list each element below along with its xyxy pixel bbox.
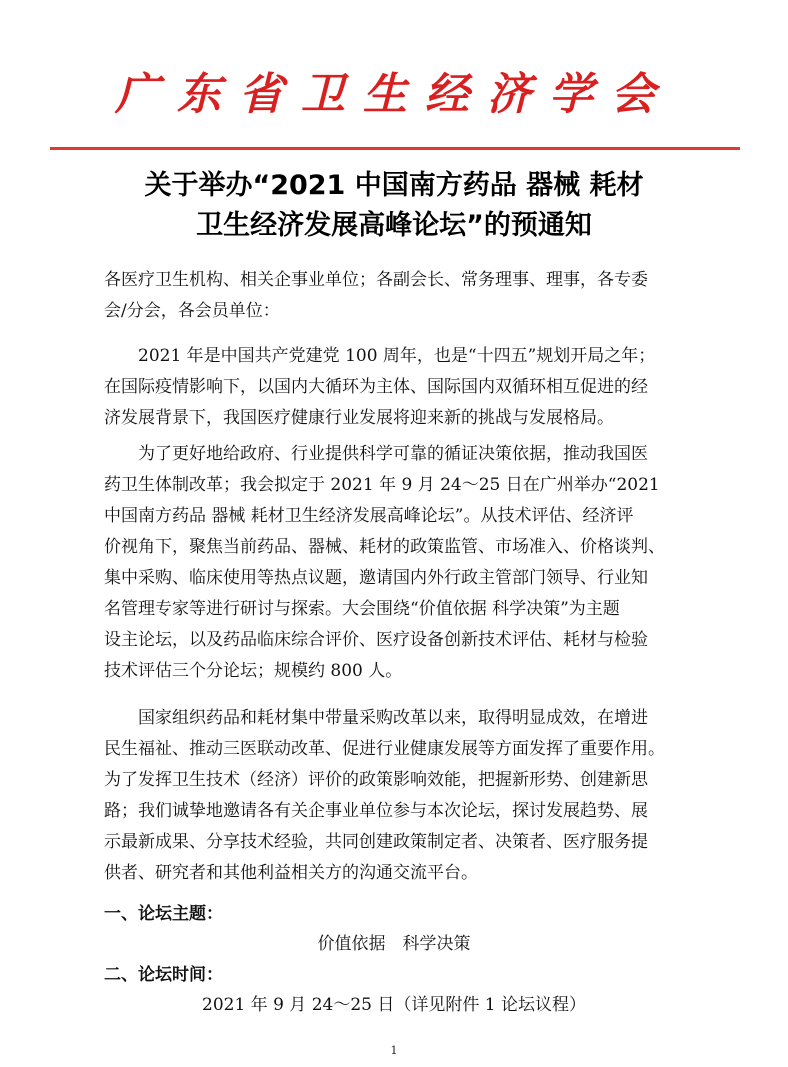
paragraph-2 [104,439,692,687]
section-heading-forum-time: 二、论坛时间： [104,965,223,985]
text-line: 2021 年是中国共产党建党 100 周年，也是“十四五”规划开局之年； [104,346,656,366]
text-line: 价视角下，聚焦当前药品、器械、耗材的政策监管、市场准入、价格谈判、 [104,537,665,557]
text-line: 示最新成果、分享技术经验，共同创建政策制定者、决策者、医疗服务提 [104,832,648,852]
letterhead-org-name: 广东省卫生经济学会 [115,69,673,120]
text-line: 路；我们诚挚地邀请各有关企事业单位参与本次论坛，探讨发展趋势、展 [104,801,648,821]
text-line: 在国际疫情影响下，以国内大循环为主体、国际国内双循环相互促进的经 [104,377,648,397]
text-line: 会/分会，各会员单位： [104,301,280,321]
salutation [104,265,692,327]
forum-theme-content: 价值依据 科学决策 [317,934,471,954]
letterhead-red-rule [50,147,740,150]
text-line: 药卫生体制改革；我会拟定于 2021 年 9 月 24～25 日在广州举办“2021 [104,475,660,495]
text-line: 国家组织药品和耗材集中带量采购改革以来，取得明显成效，在增进 [104,708,648,728]
text-line: 供者、研究者和其他利益相关方的沟通交流平台。 [104,863,478,883]
text-line: 为了更好地给政府、行业提供科学可靠的循证决策依据，推动我国医 [104,444,648,464]
text-line: 民生福祉、推动三医联动改革、促进行业健康发展等方面发挥了重要作用。 [104,739,665,759]
text-line: 各医疗卫生机构、相关企事业单位；各副会长、常务理事、理事，各专委 [104,270,648,290]
document-title-line-1: 关于举办“2021 中国南方药品 器械 耗材 [144,170,644,201]
page-number: 1 [390,1044,398,1057]
text-line: 技术评估三个分论坛；规模约 800 人。 [104,661,403,681]
text-line: 济发展背景下，我国医疗健康行业发展将迎来新的挑战与发展格局。 [104,408,614,428]
text-line: 设主论坛，以及药品临床综合评价、医疗设备创新技术评估、耗材与检验 [104,630,648,650]
document-title-line-2: 卫生经济发展高峰论坛”的预通知 [196,210,592,241]
forum-time-content: 2021 年 9 月 24～25 日（详见附件 1 论坛议程） [202,995,586,1015]
section-heading-forum-theme: 一、论坛主题： [104,904,223,924]
paragraph-3 [104,703,692,889]
text-line: 中国南方药品 器械 耗材卫生经济发展高峰论坛”。从技术评估、经济评 [104,506,634,526]
text-line: 名管理专家等进行研讨与探索。大会围绕“价值依据 科学决策”为主题 [104,599,620,619]
text-line: 为了发挥卫生技术（经济）评价的政策影响效能，把握新形势、创建新思 [104,770,648,790]
paragraph-1 [104,341,692,434]
text-line: 集中采购、临床使用等热点议题，邀请国内外行政主管部门领导、行业知 [104,568,648,588]
